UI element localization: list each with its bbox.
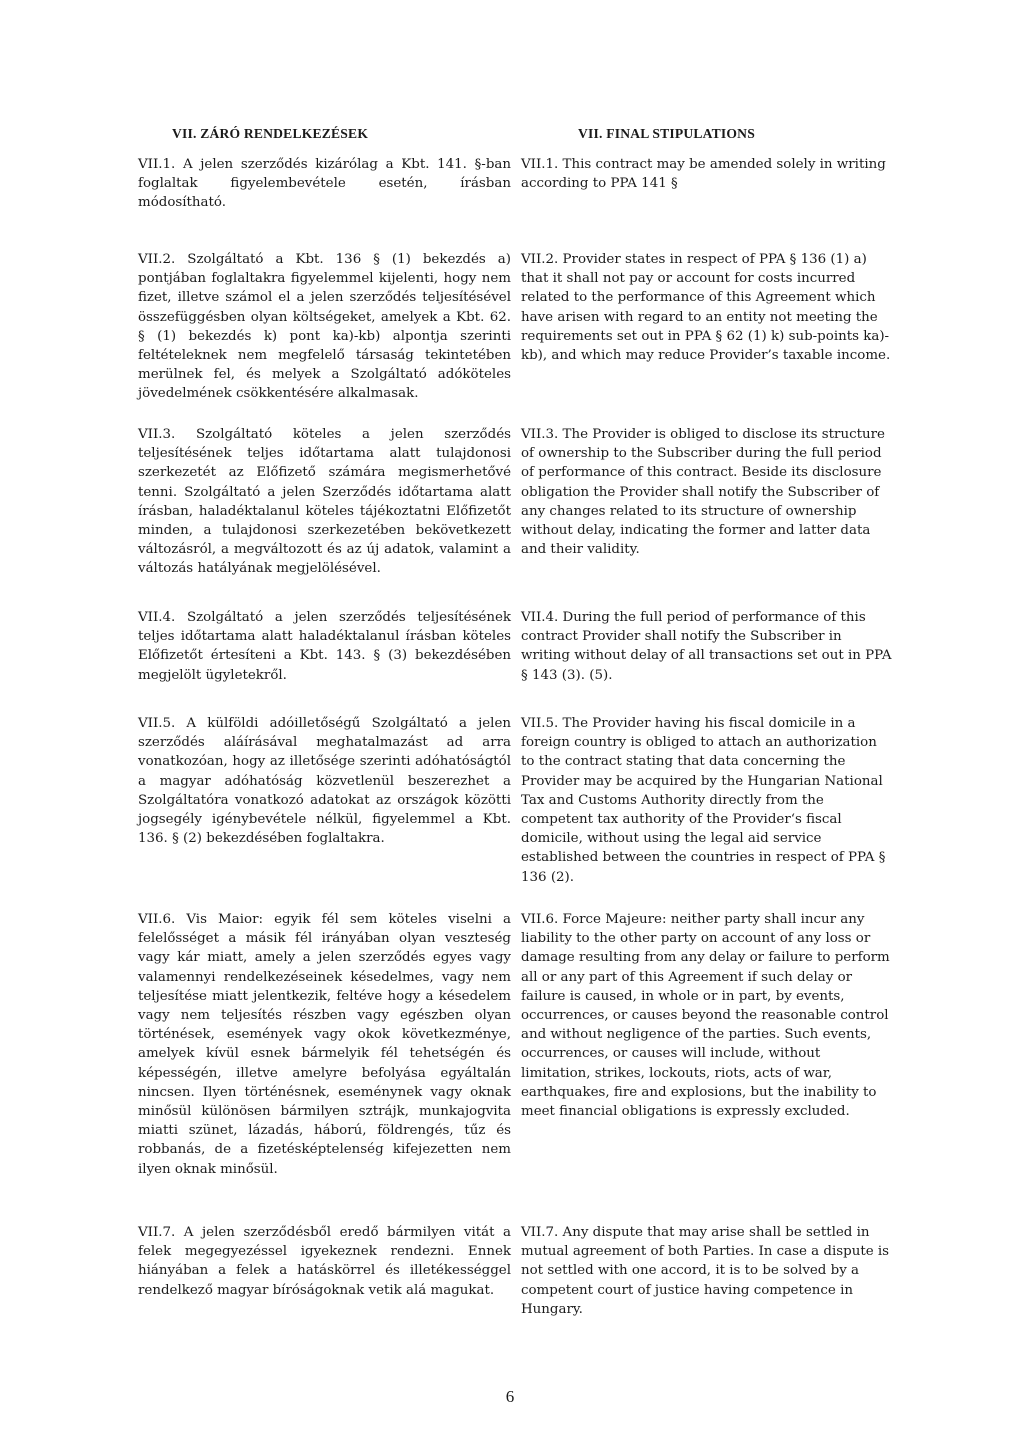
section-hu-3: VII.3. Szolgáltató köteles a jelen szerződés teljesítésének teljes időtartama alatt tulajdonosi szerkezetét az Előfizető számára megismerhetővé tenni. Szolgáltató a jelen Szerződés időtartama alatt írásban, haladéktalanul köteles tájékoztatni Előfizetőt minden, a tulajdonosi szerkezetében bekövetkezett változásról, a megváltozott és az új adatok, valamint a változás hatályának megjelölésével. [138, 427, 511, 577]
section-en-3: VII.3. The Provider is obliged to disclose its structure of ownership to the Subscriber during the full period of performance of this contract. Beside its disclosure obligation the Provider shall notify the Subscriber of any changes related to its structure of ownership without delay, indicating the former and latter data and their validity. [521, 427, 885, 558]
section-en-4: VII.4. During the full period of performance of this contract Provider shall notify the Subscriber in writing without delay of all transactions set out in PPA § 143 (3). (5). [521, 610, 892, 683]
section-en-5: VII.5. The Provider having his fiscal domicile in a foreign country is obliged to attach an authorization to the contract stating that data concerning the Provider may be acquired by the Hungarian National Tax and Customs Authority directly from the competent tax authority of the Provider‘s fiscal domicile, without using the legal aid service established between the countries in respect of PPA § 136 (2). [521, 716, 886, 885]
heading-hu: VII. ZÁRÓ RENDELKEZÉSEK [172, 126, 369, 141]
section-en-7: VII.7. Any dispute that may arise shall be settled in mutual agreement of both Parties. In case a dispute is not settled with one accord, it is to be solved by a competent court of justice having competence in Hungary. [521, 1225, 890, 1317]
section-hu-5: VII.5. A külföldi adóilletőségű Szolgáltató a jelen szerződés aláírásával meghatalmazást ad arra vonatkozóan, hogy az illetősége szerinti adóhatóságtól a magyar adóhatóság közvetlenül beszerezhet a Szolgáltatóra vonatkozó adatokat az országok közötti jogsegély igénybevétele nélkül, figyelemmel a Kbt. 136. § (2) bekezdésében foglaltakra. [138, 716, 511, 847]
section-en-1: VII.1. This contract may be amended solely in writing according to PPA 141 § [521, 157, 886, 192]
section-hu-1: VII.1. A jelen szerződés kizárólag a Kbt. 141. §-ban foglaltak figyelembevétele esetén, írásban módosítható. [138, 157, 511, 211]
hungarian-column [138, 0, 511, 1447]
english-column [521, 0, 894, 1447]
section-hu-6: VII.6. Vis Maior: egyik fél sem köteles viselni a felelősséget a másik fél irányában olyan veszteség vagy kár miatt, amely a jelen szerződés egyes vagy valamennyi rendelkezéseinek késedelmes, vagy nem teljesítése miatt jelentkezik, feltéve hogy a késedelem vagy nem teljesítés részben vagy egészben olyan történések, események vagy okok következménye, amelyek kívül esnek bármelyik fél tehetségén és képességén, illetve amelyre befolyása egyáltalán nincsen. Ilyen történésnek, eseménynek vagy oknak minősül különösen bármilyen sztrájk, munkajogvita miatti szünet, lázadás, háború, földrengés, tűz és robbanás, de a fizetésképtelenség kifejezetten nem ilyen oknak minősül. [138, 912, 511, 1177]
section-hu-7: VII.7. A jelen szerződésből eredő bármilyen vitát a felek megegyezéssel igyekeznek rendezni. Ennek hiányában a felek a hatáskörrel és illetékességgel rendelkező magyar bíróságoknak vetik alá magukat. [138, 1225, 511, 1298]
page-number [0, 1387, 1024, 1407]
section-en-2: VII.2. Provider states in respect of PPA § 136 (1) a) that it shall not pay or account for costs incurred related to the performance of this Agreement which have arisen with regard to an entity not meeting the requirements set out in PPA § 62 (1) k) sub-points ka)-kb), and which may reduce Provider’s taxable income. [521, 252, 891, 364]
page-number-text: 6 [505, 1387, 515, 1406]
section-hu-2: VII.2. Szolgáltató a Kbt. 136 § (1) bekezdés a) pontjában foglaltakra figyelemmel kijelenti, hogy nem fizet, illetve számol el a jelen szerződés teljesítésével összefüggésben olyan költségeket, amelyek a Kbt. 62. § (1) bekezdés k) pont ka)-kb) alpontja szerinti feltételeknek nem megfelelő társaság tekintetében merülnek fel, és melyek a Szolgáltató adóköteles jövedelmének csökkentésére alkalmasak. [138, 252, 511, 402]
heading-en: VII. FINAL STIPULATIONS [578, 126, 755, 141]
section-en-6: VII.6. Force Majeure: neither party shall incur any liability to the other party on account of any loss or damage resulting from any delay or failure to perform all or any part of this Agreement if such delay or failure is caused, in whole or in part, by events, occurrences, or causes beyond the reasonable control and without negligence of the parties. Such events, occurrences, or causes will include, without limitation, strikes, lockouts, riots, acts of war, earthquakes, fire and explosions, but the inability to meet financial obligations is expressly excluded. [521, 912, 890, 1120]
section-hu-4: VII.4. Szolgáltató a jelen szerződés teljesítésének teljes időtartama alatt haladéktalanul írásban köteles Előfizetőt értesíteni a Kbt. 143. § (3) bekezdésében megjelölt ügyletekről. [138, 610, 511, 683]
